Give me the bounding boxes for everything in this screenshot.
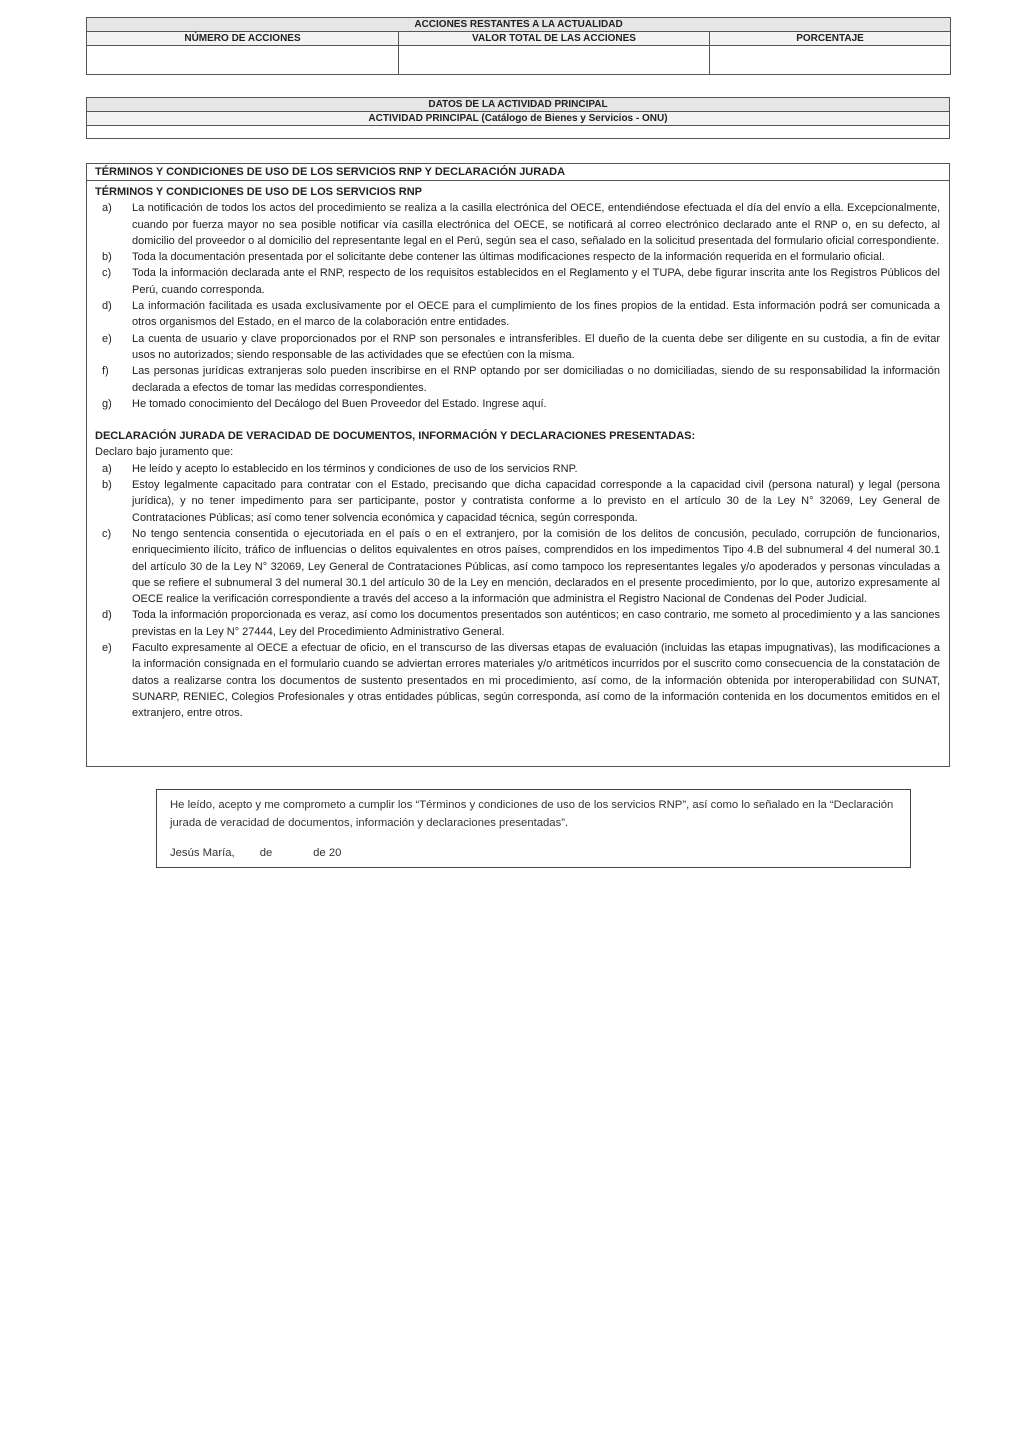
shares-table [86,17,951,75]
item-label: d) [102,609,112,622]
terms-item [95,396,940,412]
shares-percentage-field[interactable] [710,46,951,75]
item-text: He leído y acepto lo establecido en los términos y condiciones de uso de los servicios RNP. [132,462,578,475]
item-text: Toda la información proporcionada es veraz, así como los documentos presentados son auténticos; en caso contrario, me someto al procedimiento y a las sanciones previstas en la Ley N° 27444, Ley del Procedimiento Administrativo General. [132,609,940,638]
item-text: Toda la información declarada ante el RNP, respecto de los requisitos establecidos en el Reglamento y el TUPA, debe figurar inscrita ante los Registros Públicos del Perú, cuando corresponda. [132,267,940,296]
item-label: f) [102,365,109,378]
declaration-item [95,640,940,721]
declaration-item [95,526,940,607]
terms-item [95,331,940,364]
declaration-item [95,607,940,640]
terms-box [86,163,950,767]
item-label: e) [102,332,112,345]
item-text: La información facilitada es usada exclusivamente por el OECE para el cumplimiento de los fines propios de la entidad. Esta información podrá ser comunicada a otros organismos del Estado, en el marco de la colaboración entre entidades. [132,300,940,329]
terms-item [95,298,940,331]
activity-table [86,97,950,139]
item-text: La notificación de todos los actos del procedimiento se realiza a la casilla electrónica del OECE, entendiéndose efectuada el día del envío a ella. Excepcionalmente, cuando por fuerza mayor no sea posible notificar vía casilla electrónica del OECE, se notificará al correo electrónico declarado ante el RNP o, en su defecto, al domicilio del proveedor o al domicilio del representante legal en el Perú, según sea el caso, señalado en la solicitud presentada del formulario oficial correspondiente. [132,202,940,247]
declaration-heading: DECLARACIÓN JURADA DE VERACIDAD DE DOCUMENTOS, INFORMACIÓN Y DECLARACIONES PRESENTADAS: [95,430,696,443]
activity-table-subtitle: ACTIVIDAD PRINCIPAL (Catálogo de Bienes y Servicios - ONU) [87,112,950,126]
terms-title: TÉRMINOS Y CONDICIONES DE USO DE LOS SERVICIOS RNP Y DECLARACIÓN JURADA [87,164,949,181]
item-label: g) [102,397,112,410]
item-text: Las personas jurídicas extranjeras solo pueden inscribirse en el RNP optando por ser domiciliadas o no domiciliadas, siendo de su responsabilidad la información declarada a efectos de tomar las medidas correspondientes. [132,365,940,394]
acceptance-statement: He leído, acepto y me comprometo a cumplir los “Términos y condiciones de uso de los servicios RNP”, así como lo señalado en la “Declaración jurada de veracidad de documentos, información y declaraciones presentadas”. [170,799,894,829]
item-label: e) [102,642,112,655]
item-label: d) [102,300,112,313]
shares-col-number: NÚMERO DE ACCIONES [87,32,399,46]
declaration-list [95,461,940,722]
item-label: c) [102,527,112,540]
place-date-line: Jesús María, de de 20 [170,847,342,859]
item-label: b) [102,479,112,492]
activity-field[interactable] [87,126,950,139]
item-text: Estoy legalmente capacitado para contratar con el Estado, precisando que dicha capacidad corresponde a la capacidad civil (persona natural) y legal (persona jurídica), y no tener impedimento para ser participante, postor y contratista conforme a lo previsto en el artículo 30 de la Ley N° 32069, Ley General de Contrataciones Públicas; así como tener solvencia económica y capacidad técnica, según corresponda. [132,479,940,524]
shares-table-title: ACCIONES RESTANTES A LA ACTUALIDAD [87,18,951,32]
shares-col-percentage: PORCENTAJE [710,32,951,46]
shares-col-total-value: VALOR TOTAL DE LAS ACCIONES [399,32,710,46]
item-label: b) [102,251,112,264]
declaration-item [95,477,940,526]
declaration-item [95,461,940,477]
item-text: He tomado conocimiento del Decálogo del Buen Proveedor del Estado. Ingrese aquí. [132,397,547,410]
shares-number-field[interactable] [87,46,399,75]
item-text: Faculto expresamente al OECE a efectuar de oficio, en el transcurso de las diversas etapas de evaluación (incluidas las etapas impugnativas), las modificaciones a la información consignada en el formulario cuando se adviertan errores materiales y/o aritméticos incurridos por el suscrito como consecuencia de la constatación de datos a realizarse contra los documentos de sustento presentados en mi procedimiento, así como, de la información obtenida por interoperabilidad con SUNAT, SUNARP, RENIEC, Colegios Profesionales y otras entidades públicas, según corresponda, así como de la información contenida en los documentos emitidos en el extranjero, entre otros. [132,642,940,720]
item-text: No tengo sentencia consentida o ejecutoriada en el país o en el extranjero, por la comisión de los delitos de concusión, peculado, corrupción de funcionarios, enriquecimiento ilícito, tráfico de influencias o delitos equivalentes en otros países, comprendidos en los impedimentos Tipo 4.B del subnumeral 4 del numeral 30.1 del artículo 30 de la Ley N° 32069, Ley General de Contrataciones Públicas, así como tampoco los representantes legales y/o apoderados y personas vinculadas a que se refiere el subnumeral 3 del numeral 30.1 del artículo 30 de la Ley en mención, declarados en el presente procedimiento, por lo que, autorizo expresamente al OECE realice la verificación correspondiente a través del acceso a la información que administra el Registro Nacional de Condenas del Poder Judicial. [132,527,940,606]
acceptance-box [156,789,911,868]
item-label: a) [102,202,112,215]
terms-item [95,363,940,396]
terms-item [95,200,940,249]
declaration-intro: Declaro bajo juramento que: [95,446,234,459]
item-label: a) [102,462,112,475]
terms-item [95,249,940,265]
terms-section-heading: TÉRMINOS Y CONDICIONES DE USO DE LOS SERVICIOS RNP [95,186,423,198]
item-label: c) [102,267,112,280]
activity-table-title: DATOS DE LA ACTIVIDAD PRINCIPAL [87,98,950,112]
terms-item [95,265,940,298]
item-text: Toda la documentación presentada por el solicitante debe contener las últimas modificaciones respecto de la información requerida en el formulario oficial. [132,251,885,264]
terms-list [95,200,940,412]
item-text: La cuenta de usuario y clave proporcionados por el RNP son personales e intransferibles. El dueño de la cuenta debe ser diligente en su custodia, a fin de evitar usos no autorizados; siendo responsable de las actividades que se efectúen con la misma. [132,332,940,361]
shares-total-value-field[interactable] [399,46,710,75]
